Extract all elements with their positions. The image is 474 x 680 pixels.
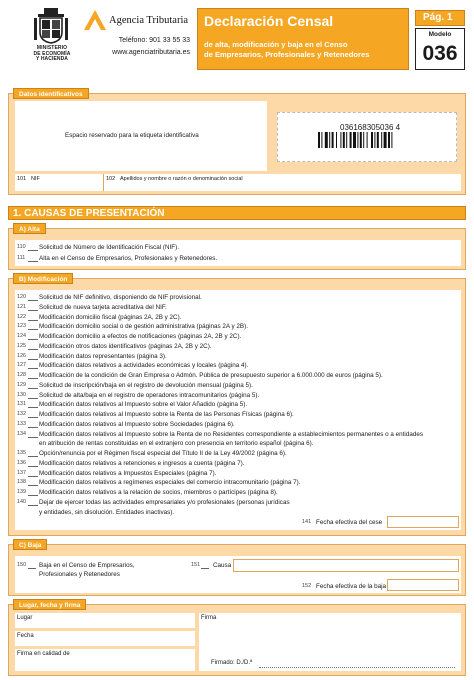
cause-code: 110: [17, 244, 26, 250]
baja-section: [8, 544, 466, 596]
cause-text: Modificación domicilio fiscal (páginas 2A, 2B y 2C).: [39, 313, 182, 321]
identification-tab: Datos identificativos: [13, 88, 89, 99]
barcode-bar: [350, 132, 352, 148]
cause-code: 120: [17, 294, 26, 300]
modelo-number: 036: [422, 42, 458, 65]
cause-checkbox[interactable]: [28, 417, 38, 418]
modelo-box: [415, 28, 465, 70]
barcode-bar: [318, 132, 320, 148]
barcode-bar: [332, 132, 334, 148]
label-space-text: Espacio reservado para la etiqueta identificativa: [65, 132, 199, 139]
barcode-bar: [346, 132, 347, 148]
barcode-bar: [391, 132, 392, 148]
cause-text: Modificación datos relativos a retenciones e ingresos a cuenta (página 7).: [39, 459, 245, 467]
cause-code: 131: [17, 401, 26, 408]
cause-text: Modificación datos representantes (página 3).: [39, 352, 167, 360]
lugar-label: Lugar: [17, 615, 33, 621]
cause-checkbox[interactable]: [28, 456, 38, 457]
cause-checkbox[interactable]: [28, 368, 38, 369]
barcode-area: [277, 112, 457, 162]
baja-box: [15, 556, 461, 593]
agency-name: Agencia Tributaria: [109, 15, 189, 26]
modificacion-tab: B) Modificación: [13, 273, 73, 284]
cause-text: Solicitud de Número de Identificación Fiscal (NIF).: [39, 244, 179, 251]
page-number: Pág. 1: [423, 12, 453, 23]
identification-section: [8, 93, 466, 195]
firma-calidad-label: Firma en calidad de: [17, 651, 70, 657]
fecha-label: Fecha: [17, 633, 34, 639]
barcode-bar: [374, 132, 375, 148]
cause-code: 130: [17, 391, 26, 398]
baja-150-check[interactable]: [28, 568, 36, 569]
page-number-box: [415, 10, 465, 26]
barcode-bar: [353, 132, 356, 148]
barcode-bar: [329, 132, 330, 148]
alta-tab: A) Alta: [13, 223, 46, 234]
cause-text: Alta en el Censo de Empresarios, Profesionales y Retenedores.: [39, 255, 218, 262]
firma-calidad-input[interactable]: [15, 649, 195, 671]
cause-code: 134: [17, 430, 26, 437]
form-header: [0, 0, 474, 82]
cause-code: 140: [17, 498, 26, 505]
barcode-bar: [343, 132, 345, 148]
baja-tab: C) Baja: [13, 539, 47, 550]
barcode-bar: [340, 132, 341, 148]
cause-text: Modificación datos relativos a regímenes especiales del comercio intracomunitario (página 7).: [39, 479, 301, 487]
cause-code: 125: [17, 342, 26, 349]
firma-box[interactable]: [199, 613, 461, 671]
modelo-label: Modelo: [428, 31, 452, 38]
baja-151-check[interactable]: [201, 568, 209, 569]
name-label: Apellidos y nombre o razón o denominación social: [120, 176, 243, 182]
cause-code: 121: [17, 303, 26, 310]
fecha-baja-label: Fecha efectiva de la baja: [316, 583, 387, 590]
baja-152-code: 152: [302, 583, 312, 589]
name-code: 102: [106, 176, 116, 182]
barcode-bar: [321, 132, 322, 148]
form-title-box: [197, 8, 409, 70]
barcode-bar: [325, 132, 328, 148]
lugar-input[interactable]: [15, 613, 195, 628]
barcode-bar: [336, 132, 337, 148]
baja-150-code: 150: [17, 562, 27, 568]
cause-code: 127: [17, 362, 26, 369]
barcode-bar: [367, 132, 368, 148]
cause-checkbox[interactable]: [28, 398, 38, 399]
nif-label: NIF: [31, 176, 40, 182]
cause-checkbox[interactable]: [28, 320, 38, 321]
barcode-icon: [318, 132, 418, 148]
cause-code: 128: [17, 372, 26, 378]
label-space: [15, 101, 267, 171]
barcode-bar: [357, 132, 358, 148]
cause-checkbox[interactable]: [28, 300, 38, 301]
cause-checkbox[interactable]: [28, 339, 38, 340]
agency-logo-icon: [84, 10, 106, 30]
cause-checkbox[interactable]: [28, 310, 38, 311]
cause-text: Opción/renuncia por el Régimen fiscal especial del Título II de la Ley 49/2002 (página 6).: [39, 450, 287, 457]
cese-date-input[interactable]: [387, 516, 459, 528]
agency-web: www.agenciatributaria.es: [112, 49, 190, 56]
cause-checkbox[interactable]: [28, 427, 38, 428]
cause-checkbox[interactable]: [28, 437, 38, 438]
fecha-baja-input[interactable]: [387, 579, 459, 591]
causes-title: 1. CAUSAS DE PRESENTACIÓN: [13, 208, 165, 219]
cause-text: Dejar de ejercer todas las actividades empresariales y/o profesionales (personas jurídicas: [39, 498, 290, 506]
cause-code: 124: [17, 333, 26, 339]
cause-text: Modificación domicilio a efectos de notificaciones (páginas 2A, 2B y 2C).: [39, 333, 242, 340]
baja-150-text-2: Profesionales y Retenedores: [39, 571, 120, 578]
barcode-bar: [371, 132, 373, 148]
cause-text: y entidades, sin disolución. Entidades inactivas).: [39, 508, 175, 516]
signature-section: [8, 604, 466, 676]
cause-text: Modificación domicilio social o de gestión administrativa (páginas 2A y 2B).: [39, 323, 248, 331]
firmado-line: [259, 667, 455, 668]
form-subtitle: de alta, modificación y baja en el Censo de Empresarios, Profesionales y Retenedores: [204, 40, 370, 59]
cause-checkbox[interactable]: [28, 407, 38, 408]
cause-text: Modificación datos relativos al Impuesto sobre la Renta de no Residentes correspondiente a establecimientos permanentes o a entidades: [39, 430, 423, 438]
cause-checkbox[interactable]: [28, 261, 38, 262]
ministry-name: MINISTERIO DE ECONOMÍA Y HACIENDA: [33, 45, 71, 63]
barcode-bar: [381, 132, 382, 148]
cause-code: 138: [17, 479, 26, 486]
baja-150-text-1: Baja en el Censo de Empresarios,: [39, 562, 135, 569]
barcode-number: 036168305036 4: [340, 123, 401, 132]
causa-input[interactable]: [233, 559, 459, 572]
nif-code: 101: [17, 176, 27, 182]
cause-code: 132: [17, 411, 26, 417]
barcode-bar: [388, 132, 390, 148]
alta-list: [15, 240, 461, 266]
name-field[interactable]: [103, 174, 461, 191]
cause-checkbox[interactable]: [28, 505, 38, 506]
cause-text: Solicitud de alta/baja en el registro de operadores intracomunitarios (página 5).: [39, 391, 260, 399]
cause-checkbox[interactable]: [28, 476, 38, 477]
baja-151-code: 151: [191, 562, 201, 568]
cese-code: 141: [302, 519, 312, 525]
cause-text: Solicitud de nueva tarjeta acreditativa del NIF.: [39, 303, 167, 311]
cause-checkbox[interactable]: [28, 485, 38, 486]
agency-phone: Teléfono: 901 33 55 33: [118, 37, 190, 44]
cause-text: Solicitud de NIF definitivo, disponiendo de NIF provisional.: [39, 294, 202, 301]
cause-checkbox[interactable]: [28, 349, 38, 350]
cause-text: Modificación datos relativos a Impuestos Especiales (página 7).: [39, 469, 217, 477]
coat-of-arms-icon: [34, 8, 68, 44]
cause-text: Modificación datos relativos al Impuesto sobre el Valor Añadido (página 5).: [39, 401, 248, 409]
fecha-input[interactable]: [15, 631, 195, 646]
cause-text: Modificación otros datos identificativos (páginas 2A, 2B y 2C).: [39, 342, 212, 350]
cause-code: 136: [17, 459, 26, 466]
barcode-bar: [384, 132, 387, 148]
cause-code: 123: [17, 323, 26, 330]
cause-checkbox[interactable]: [28, 388, 38, 389]
cause-checkbox[interactable]: [28, 495, 38, 496]
cause-text: Modificación datos relativos a la relación de socios, miembros o partícipes (página 8).: [39, 489, 278, 496]
cause-code: 111: [17, 255, 26, 261]
nif-field[interactable]: [15, 174, 103, 191]
cause-checkbox[interactable]: [28, 466, 38, 467]
cause-code: 122: [17, 313, 26, 320]
modificacion-list: [15, 290, 461, 530]
cause-checkbox[interactable]: [28, 378, 38, 379]
barcode-bar: [377, 132, 379, 148]
cese-label: Fecha efectiva del cese: [316, 519, 383, 526]
firma-label: Firma: [201, 615, 217, 621]
cause-text: Modificación datos relativos a actividades económicas y locales (página 4).: [39, 362, 249, 370]
cause-code: 129: [17, 381, 26, 388]
cause-code: 139: [17, 489, 26, 495]
cause-code: 126: [17, 352, 26, 359]
causa-label: Causa: [213, 562, 232, 569]
alta-section: [8, 228, 466, 270]
form-title: Declaración Censal: [204, 13, 334, 29]
firmado-label: Firmado: D./D.ª: [211, 660, 253, 666]
causes-title-bar: [8, 206, 466, 220]
cause-text: Modificación datos relativos al Impuesto sobre Sociedades (página 6).: [39, 420, 235, 428]
cause-text: Modificación datos relativos al Impuesto sobre la Renta de las Personas Físicas (página 6).: [39, 411, 294, 418]
cause-text: en atribución de rentas constituidas en el extranjero con presencia en territorio español (página 6).: [39, 440, 314, 448]
cause-checkbox[interactable]: [28, 250, 38, 251]
cause-checkbox[interactable]: [28, 359, 38, 360]
modificacion-section: [8, 278, 466, 536]
signature-tab: Lugar, fecha y firma: [13, 599, 86, 610]
cause-code: 133: [17, 420, 26, 427]
barcode-bar: [360, 132, 362, 148]
cause-checkbox[interactable]: [28, 329, 38, 330]
cause-code: 137: [17, 469, 26, 476]
cause-code: 135: [17, 450, 26, 456]
barcode-bar: [363, 132, 364, 148]
agency-block: [82, 7, 194, 69]
cause-text: Solicitud de inscripción/baja en el registro de devolución mensual (página 5).: [39, 381, 253, 389]
cause-text: Modificación de la condición de Gran Empresa o Admón. Pública de presupuesto superior a 6.000.000 de euros (página 5).: [39, 372, 383, 379]
